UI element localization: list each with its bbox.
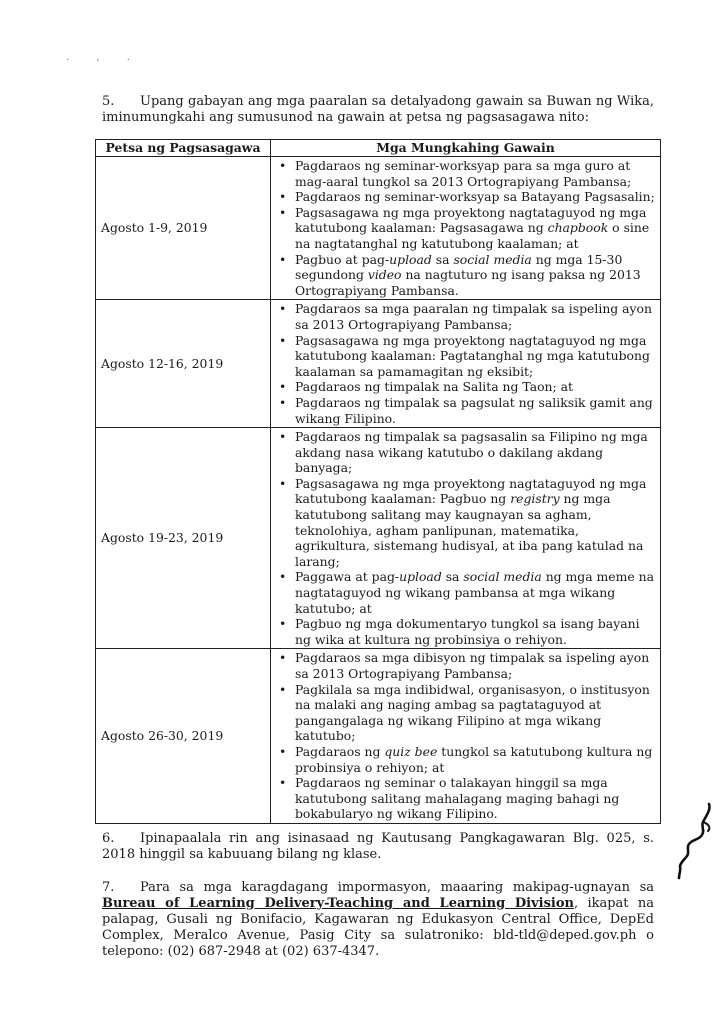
activity-item	[295, 395, 656, 426]
emphasized-term: video	[367, 267, 402, 283]
row-date: Agosto 12-16, 2019	[96, 300, 271, 428]
row-activities	[271, 649, 661, 824]
activity-text: sa	[431, 251, 454, 267]
paragraph-text-lead: Para sa mga karagdagang impormasyon, maaaring makipag-ugnayan sa	[140, 880, 654, 895]
activity-text: sa	[441, 569, 464, 585]
activity-text: Pagdaraos ng timpalak na Salita ng Taon; at	[295, 379, 574, 395]
activity-text: Paggawa at pag-	[295, 569, 400, 585]
activity-text: Pagsasagawa ng mga proyektong nagtataguyod ng mga katutubong kaalaman: Pagsasagawa ng	[295, 204, 647, 236]
activity-item	[295, 205, 656, 252]
row-date: Agosto 19-23, 2019	[96, 428, 271, 649]
activity-item	[295, 333, 656, 380]
activity-item	[295, 775, 656, 822]
office-name: Bureau of Learning Delivery-Teaching and Learning Division	[102, 896, 574, 911]
paragraph-number: 6.	[102, 831, 115, 846]
emphasized-term: chapbook	[547, 220, 609, 236]
activity-item	[295, 569, 656, 616]
emphasized-term: registry	[510, 491, 560, 507]
emphasized-term: upload	[389, 251, 432, 267]
activity-text: Pagdaraos ng seminar-worksyap sa Batayang Pagsasalin;	[295, 189, 655, 205]
activity-item	[295, 301, 656, 332]
row-date: Agosto 26-30, 2019	[96, 649, 271, 824]
activity-text: Pagdaraos ng timpalak sa pagsulat ng saliksik gamit ang wikang Filipino.	[295, 394, 653, 426]
emphasized-term: quiz bee	[384, 743, 438, 759]
activity-text: Pagbuo ng mga dokumentaryo tungkol sa isang bayani ng wika at kultura ng probinsiya o rehiyon.	[295, 616, 640, 647]
activity-text: Pagdaraos sa mga dibisyon ng timpalak sa ispeling ayon sa 2013 Ortograpiyang Pambansa;	[295, 650, 650, 681]
activity-item	[295, 158, 656, 189]
paragraph-text: Upang gabayan ang mga paaralan sa detalyadong gawain sa Buwan ng Wika, iminumungkahi ang sumusunod na gawain at petsa ng pagsasagawa nito:	[102, 94, 654, 125]
activity-list	[271, 650, 656, 822]
activity-text: ng mga katutubong salitang may kaugnayan sa agham, teknolohiya, agham panlipunan, matematika, agrikultura, sistemang hudisyal, at iba pang katulad na larang;	[295, 491, 644, 569]
table-row	[96, 428, 661, 649]
row-activities	[271, 157, 661, 300]
table-row	[96, 649, 661, 824]
paragraph-5	[102, 94, 654, 126]
header-date: Petsa ng Pagsasagawa	[96, 140, 271, 157]
activity-item	[295, 650, 656, 681]
paragraph-7	[102, 880, 654, 960]
activity-text: Pagbuo at pag-	[295, 251, 390, 267]
activity-text: Pagdaraos ng timpalak sa pagsasalin sa Filipino ng mga akdang nasa wikang katutubo o dakilang akdang banyaga;	[295, 429, 648, 476]
activity-text: o sine na nagtatanghal ng katutubong kaalaman; at	[295, 220, 650, 251]
scan-specks: . , .	[66, 52, 142, 63]
activity-list	[271, 158, 656, 298]
paragraph-number: 7.	[102, 880, 115, 895]
activity-text: ng mga meme na nagtataguyod ng wikang pambansa at mga wikang katutubo; at	[295, 569, 655, 616]
activity-text: ng mga 15-30 segundong	[295, 251, 623, 283]
table-body	[96, 157, 661, 824]
activity-text: tungkol sa katutubong kultura ng probinsiya o rehiyon; at	[295, 743, 653, 775]
activity-text: Pagsasagawa ng mga proyektong nagtataguyod ng mga katutubong kaalaman: Pagbuo ng	[295, 475, 647, 507]
activity-text: na nagtuturo ng isang paksa ng 2013 Ortograpiyang Pambansa.	[295, 267, 641, 298]
table-header-row	[96, 140, 661, 157]
activity-text: Pagdaraos ng seminar-worksyap para sa mga guro at mag-aaral tungkol sa 2013 Ortograpiyang Pambansa;	[295, 158, 632, 189]
paragraph-6	[102, 831, 654, 863]
row-activities	[271, 428, 661, 649]
activity-item	[295, 616, 656, 647]
activity-list	[271, 301, 656, 426]
activity-item	[295, 252, 656, 299]
activity-text: Pagdaraos sa mga paaralan ng timpalak sa ispeling ayon sa 2013 Ortograpiyang Pambansa;	[295, 301, 652, 332]
activity-text: Pagdaraos ng seminar o talakayan hinggil sa mga katutubong salitang mahalagang maging bahagi ng bokabularyo ng wikang Filipino.	[295, 775, 620, 822]
row-date: Agosto 1-9, 2019	[96, 157, 271, 300]
paragraph-number: 5.	[102, 94, 115, 109]
activity-text: Pagdaraos ng	[295, 743, 385, 759]
activity-item	[295, 379, 656, 395]
table-row	[96, 300, 661, 428]
activity-text: Pagkilala sa mga indibidwal, organisasyon, o institusyon na malaki ang naging ambag sa pagtataguyod at pangangalaga ng wikang Filipino at mga wikang katutubo;	[295, 681, 650, 744]
activity-item	[295, 429, 656, 476]
activities-table	[95, 139, 661, 824]
activity-text: Pagsasagawa ng mga proyektong nagtataguyod ng mga katutubong kaalaman: Pagtatanghal ng mga katutubong kaalaman sa pamamagitan ng eksibit;	[295, 332, 650, 379]
emphasized-term: upload	[399, 569, 442, 585]
row-activities	[271, 300, 661, 428]
emphasized-term: social media	[453, 251, 532, 267]
activity-list	[271, 429, 656, 647]
activity-item	[295, 476, 656, 570]
activity-item	[295, 189, 656, 205]
paragraph-text: Ipinapaalala rin ang isinasaad ng Kautusang Pangkagawaran Blg. 025, s. 2018 hinggil sa kabuuang bilang ng klase.	[102, 831, 654, 862]
table-row	[96, 157, 661, 300]
activity-item	[295, 744, 656, 775]
handwritten-signature	[675, 800, 721, 880]
emphasized-term: social media	[463, 569, 542, 585]
paragraph-text-rest: , ikapat na palapag, Gusali ng Bonifacio, Kagawaran ng Edukasyon Central Office, DepEd Complex, Meralco Avenue, Pasig City sa sulatroniko: bld-tld@deped.gov.ph o telepono: (02) 687-2948 at (02) 637-4347.	[102, 896, 654, 959]
header-activities: Mga Mungkahing Gawain	[271, 140, 661, 157]
activity-item	[295, 682, 656, 744]
